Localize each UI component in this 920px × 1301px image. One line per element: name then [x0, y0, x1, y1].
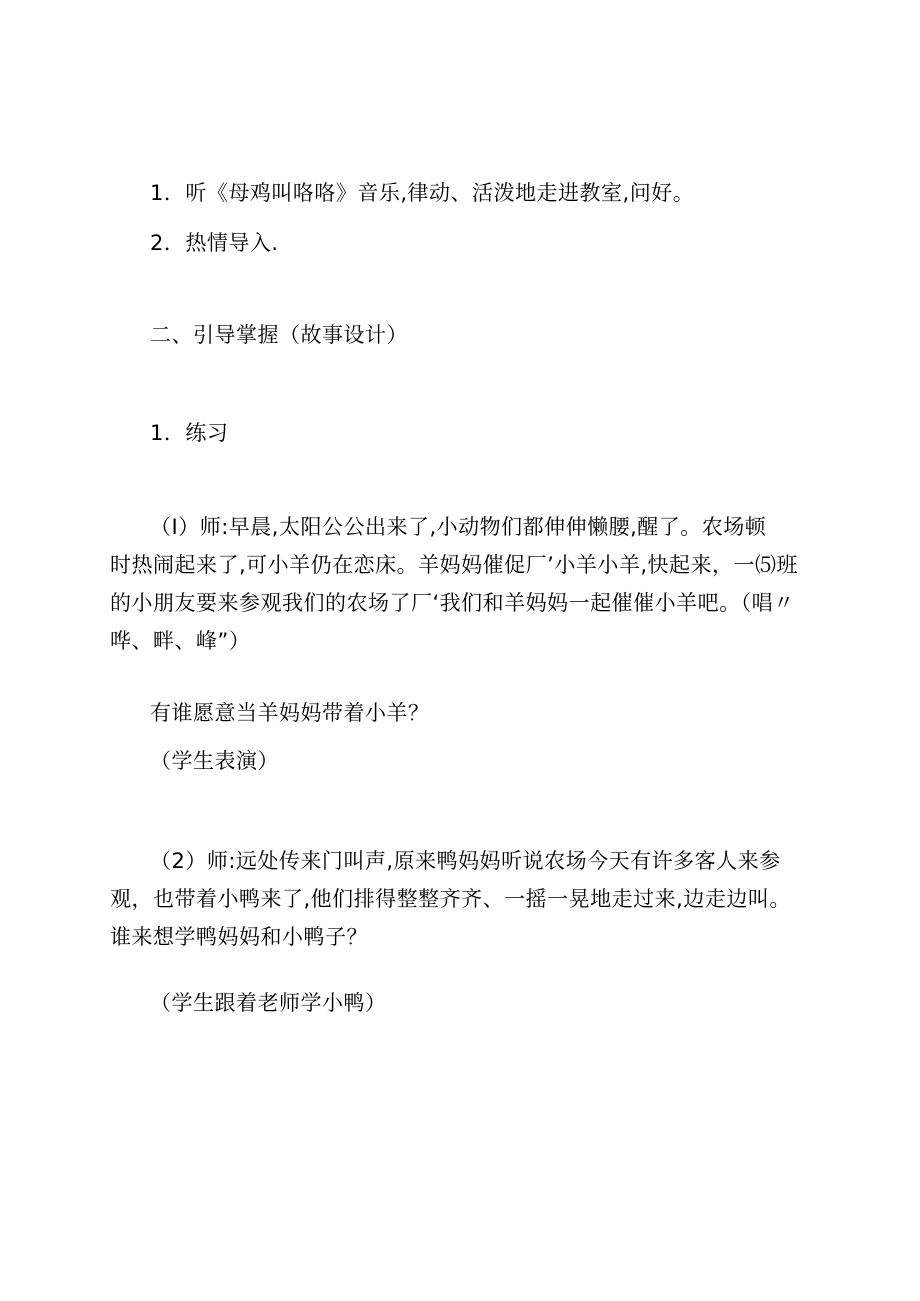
- story-paragraph-2: [110, 842, 791, 956]
- practice-heading: 1．练习: [150, 421, 229, 445]
- paragraph-2-line-1: （2）师:远处传来门叫声,原来鸭妈妈听说农场今天有许多客人来参: [150, 849, 781, 873]
- paragraph-2-line-3: 谁来想学鸭妈妈和小鸭子？: [110, 925, 368, 949]
- note-student-follow: （学生跟着老师学小鸭）: [150, 991, 387, 1015]
- intro-item-1: 1．听《母鸡叫咯咯》音乐,律动、活泼地走进教室,问好。: [150, 181, 695, 205]
- note-student-performance: （学生表演）: [150, 749, 279, 773]
- intro-item-2: 2．热情导入.: [150, 231, 279, 255]
- paragraph-1-line-1: （I）师:早晨,太阳公公出来了,小动物们都伸伸懒腰,醒了。农场顿: [150, 515, 767, 539]
- paragraph-2-line-2: 观，也带着小鸭来了,他们排得整整齐齐、一摇一晃地走过来,边走边叫。: [110, 887, 791, 911]
- question-1: 有谁愿意当羊妈妈带着小羊？: [150, 701, 430, 725]
- section-heading: 二、引导掌握（故事设计）: [150, 323, 408, 347]
- paragraph-1-line-4: 哗、畔、峰”）: [110, 629, 251, 653]
- paragraph-1-line-3: 的小朋友要来参观我们的农场了厂‘我们和羊妈妈一起催催小羊吧。（唱〃: [110, 591, 795, 615]
- story-paragraph-1: [110, 508, 798, 660]
- paragraph-1-line-2: 时热闹起来了,可小羊仍在恋床。羊妈妈催促厂’小羊小羊,快起来，一⑸班: [110, 553, 799, 577]
